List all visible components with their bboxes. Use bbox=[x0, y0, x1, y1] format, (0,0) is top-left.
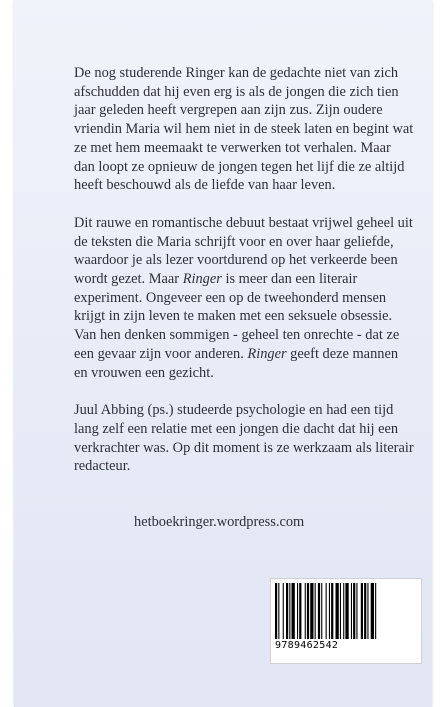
barcode-bar bbox=[336, 583, 339, 639]
barcode-bar bbox=[283, 583, 284, 639]
barcode-bar bbox=[297, 583, 298, 639]
barcode-bar bbox=[351, 583, 352, 639]
barcode-bar bbox=[375, 583, 376, 639]
blurb-paragraph-1: De nog studerende Ringer kan de gedachte niet van zich afschudden dat hij even erg is als de jongen die zich tien jaar geleden heeft vergrepen aan zijn zus. Zijn oudere vriendin Maria wil hem niet in de steek laten en begint wat ze met hem meemaakt te verwerken tot verhalen. Maar dan loopt ze opnieuw de jongen tegen het lijf die ze altijd heeft beschouwd als de liefde van haar leven. bbox=[74, 65, 414, 194]
barcode-bar bbox=[305, 583, 306, 639]
website-link[interactable]: hetboekringer.wordpress.com bbox=[134, 514, 305, 530]
barcode-bar bbox=[310, 583, 313, 639]
blurb-text bbox=[74, 64, 414, 495]
barcode-bar bbox=[364, 583, 366, 639]
barcode-bar bbox=[361, 583, 363, 639]
blurb-paragraph-2 bbox=[74, 214, 414, 382]
blurb-text-segment: is meer dan een literair experiment. Ongeveer een op de tweehonderd mensen krijgt in zijn leven te maken met een seksuele obsessie. Van hen denken sommigen - geheel ten onrechte - dat ze een gevaar zijn voor anderen. bbox=[74, 271, 400, 362]
barcode-bar bbox=[292, 583, 295, 639]
barcode-bar bbox=[289, 583, 290, 639]
barcode-bar bbox=[321, 583, 322, 639]
blurb-text-segment: geeft deze mannen en vrouwen een gezicht. bbox=[74, 345, 399, 381]
barcode-bar bbox=[299, 583, 301, 639]
barcode-bar bbox=[326, 583, 327, 639]
barcode-bars-icon bbox=[275, 583, 417, 639]
barcode-bar bbox=[353, 583, 355, 639]
barcode-bar bbox=[318, 583, 320, 639]
barcode-bar bbox=[307, 583, 309, 639]
barcode-bar bbox=[371, 583, 374, 639]
barcode-bar bbox=[329, 583, 330, 639]
blurb-text-segment: Dit rauwe en romantische debuut bestaat vrijwel geheel uit de teksten die Maria schrijft voor en over haar geliefde, waardoor je als lezer voortdurend op het verkeerde been wordt gezet. Maar bbox=[74, 214, 413, 288]
barcode-bar bbox=[315, 583, 316, 639]
barcode-bar bbox=[340, 583, 341, 639]
author-bio: Juul Abbing (ps.) studeerde psychologie en had een tijd lang zelf een relatie met een jongen die dacht dat hij een verkrachter was. Op dit moment is ze werkzaam als literair redacteur. bbox=[74, 402, 414, 475]
barcode-bar bbox=[286, 583, 288, 639]
barcode-bar bbox=[331, 583, 333, 639]
barcode-bar bbox=[367, 583, 368, 639]
book-title-italic: Ringer bbox=[182, 271, 222, 288]
barcode-bar bbox=[275, 583, 277, 639]
barcode-bar bbox=[356, 583, 357, 639]
isbn-barcode bbox=[270, 578, 422, 664]
book-title-italic: Ringer bbox=[247, 345, 287, 362]
barcode-bar bbox=[278, 583, 279, 639]
book-back-cover bbox=[14, 0, 432, 707]
barcode-bar bbox=[343, 583, 344, 639]
isbn-number: 9789462542 bbox=[275, 640, 339, 651]
barcode-bar bbox=[345, 583, 348, 639]
